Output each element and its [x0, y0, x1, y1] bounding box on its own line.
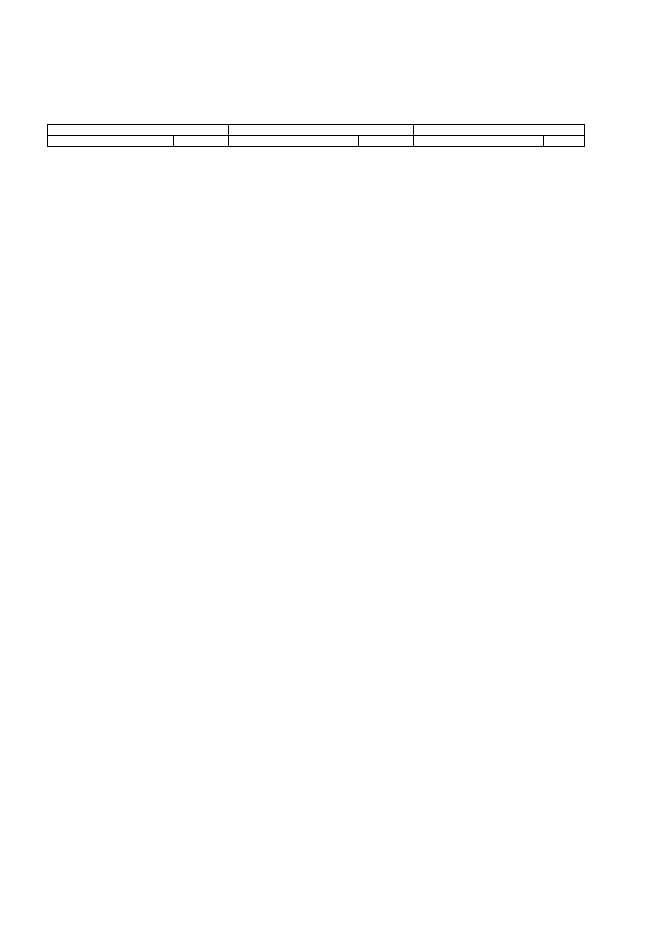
failure-codes-table: [47, 124, 585, 147]
column-header: [48, 136, 174, 147]
table-column-header-row: [48, 136, 585, 147]
column-header: [544, 136, 585, 147]
group-header: [414, 125, 585, 136]
group-header: [48, 125, 229, 136]
column-header: [414, 136, 544, 147]
column-header: [359, 136, 414, 147]
column-header: [229, 136, 359, 147]
group-header: [229, 125, 414, 136]
column-header: [174, 136, 229, 147]
table-group-header-row: [48, 125, 585, 136]
